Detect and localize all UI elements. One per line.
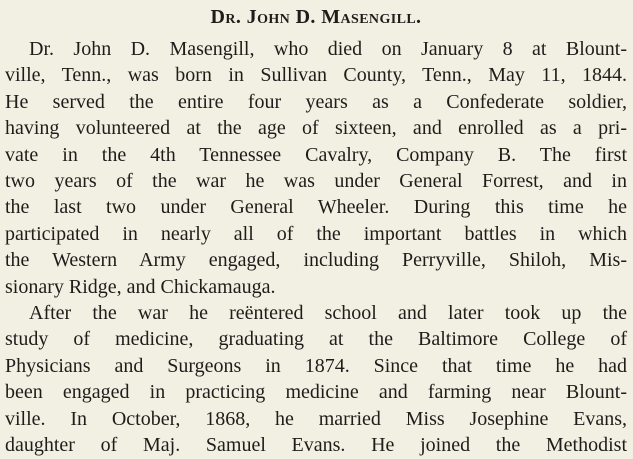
text-line: Dr. John D. Masengill, who died on January 8 at Blount- bbox=[29, 38, 627, 60]
text-line: vate in the 4th Tennessee Cavalry, Company B. The first bbox=[5, 143, 627, 166]
text-line: the last two under General Wheeler. During this time he bbox=[5, 196, 627, 219]
text-line: He served the entire four years as a Confederate soldier, bbox=[5, 90, 627, 113]
text-line: ville, Tenn., was born in Sullivan County, Tenn., May 11, 1844. bbox=[5, 64, 627, 87]
obituary-title: Dr. John D. Masengill. bbox=[210, 6, 422, 28]
text-line: participated in nearly all of the important battles in which bbox=[5, 222, 627, 245]
text-line: study of medicine, graduating at the Baltimore College of bbox=[5, 328, 627, 351]
text-line: been engaged in practicing medicine and farming near Blount- bbox=[5, 381, 627, 404]
text-line: the Western Army engaged, including Perryville, Shiloh, Mis- bbox=[5, 249, 627, 272]
text-line: After the war he reëntered school and later took up the bbox=[29, 302, 627, 325]
text-line: daughter of Maj. Samuel Evans. He joined the Methodist bbox=[5, 434, 627, 457]
paragraph-1 bbox=[5, 36, 627, 300]
text-line: Physicians and Surgeons in 1874. Since that time he had bbox=[5, 354, 627, 377]
text-line: having volunteered at the age of sixteen, and enrolled as a pri- bbox=[5, 117, 627, 140]
paragraph-2 bbox=[5, 300, 627, 458]
text-line: ville. In October, 1868, he married Miss Josephine Evans, bbox=[5, 407, 627, 430]
text-line: sionary Ridge, and Chickamauga. bbox=[5, 275, 276, 298]
text-line: two years of the war he was under General Forrest, and in bbox=[5, 170, 627, 193]
